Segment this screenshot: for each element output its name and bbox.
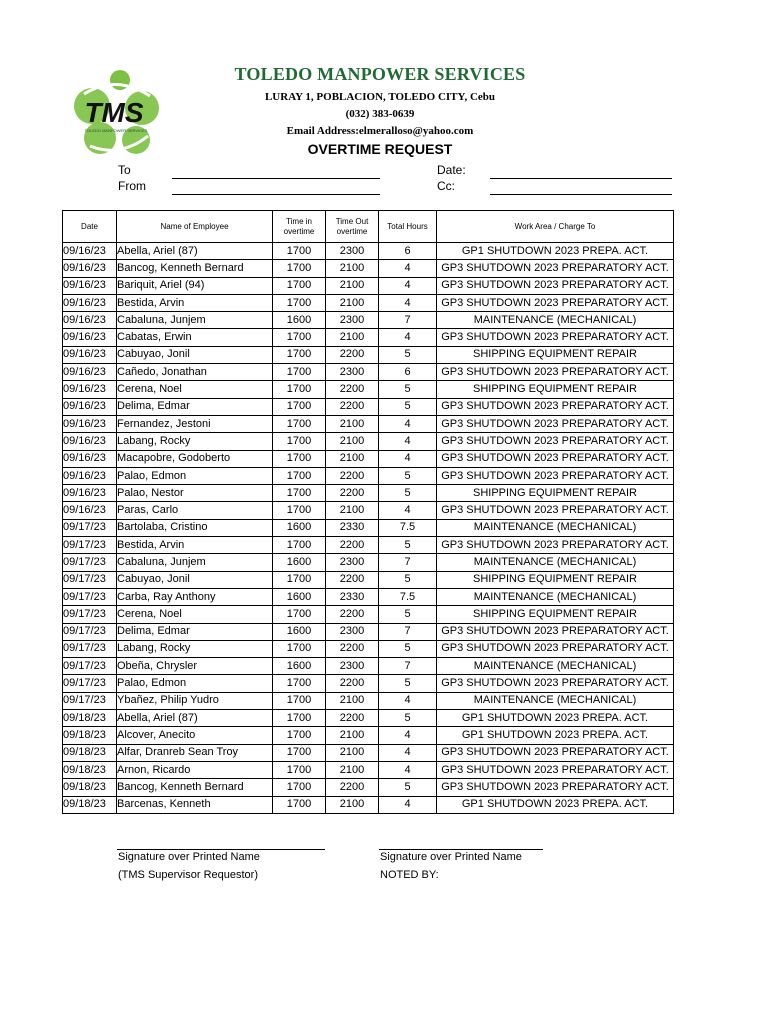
cell-time-in: 1600 bbox=[273, 588, 326, 605]
cell-total-hours: 5 bbox=[379, 485, 437, 502]
cell-work-area: GP3 SHUTDOWN 2023 PREPARATORY ACT. bbox=[437, 640, 674, 657]
cell-employee: Bartolaba, Cristino bbox=[117, 519, 273, 536]
cell-employee: Palao, Edmon bbox=[117, 467, 273, 484]
cell-employee: Labang, Rocky bbox=[117, 640, 273, 657]
cell-total-hours: 4 bbox=[379, 433, 437, 450]
cell-total-hours: 4 bbox=[379, 727, 437, 744]
cell-time-out: 2100 bbox=[326, 294, 379, 311]
cell-date: 09/17/23 bbox=[63, 571, 117, 588]
cell-total-hours: 7 bbox=[379, 623, 437, 640]
cell-time-out: 2100 bbox=[326, 744, 379, 761]
cell-work-area: GP3 SHUTDOWN 2023 PREPARATORY ACT. bbox=[437, 329, 674, 346]
cell-time-out: 2100 bbox=[326, 761, 379, 778]
signature-line-left bbox=[117, 849, 325, 850]
cell-work-area: GP1 SHUTDOWN 2023 PREPA. ACT. bbox=[437, 710, 674, 727]
table-row bbox=[63, 277, 674, 294]
table-row bbox=[63, 485, 674, 502]
cell-date: 09/16/23 bbox=[63, 294, 117, 311]
cell-work-area: GP3 SHUTDOWN 2023 PREPARATORY ACT. bbox=[437, 415, 674, 432]
document-title: OVERTIME REQUEST bbox=[307, 141, 453, 157]
table-row bbox=[63, 398, 674, 415]
cell-total-hours: 5 bbox=[379, 675, 437, 692]
table-row bbox=[63, 744, 674, 761]
cell-time-in: 1700 bbox=[273, 796, 326, 813]
cell-employee: Cabaluna, Junjem bbox=[117, 554, 273, 571]
cell-time-out: 2100 bbox=[326, 450, 379, 467]
cell-time-in: 1700 bbox=[273, 467, 326, 484]
table-row bbox=[63, 415, 674, 432]
table-row bbox=[63, 329, 674, 346]
cell-work-area: GP3 SHUTDOWN 2023 PREPARATORY ACT. bbox=[437, 467, 674, 484]
company-name: TOLEDO MANPOWER SERVICES bbox=[234, 64, 526, 84]
cell-work-area: MAINTENANCE (MECHANICAL) bbox=[437, 588, 674, 605]
cell-date: 09/16/23 bbox=[63, 243, 117, 260]
table-row bbox=[63, 710, 674, 727]
cell-time-out: 2200 bbox=[326, 606, 379, 623]
table-row bbox=[63, 312, 674, 329]
cell-date: 09/18/23 bbox=[63, 710, 117, 727]
cell-date: 09/17/23 bbox=[63, 640, 117, 657]
table-row bbox=[63, 796, 674, 813]
cell-time-in: 1600 bbox=[273, 623, 326, 640]
signature-right-sub: NOTED BY: bbox=[380, 869, 439, 881]
cell-work-area: SHIPPING EQUIPMENT REPAIR bbox=[437, 381, 674, 398]
table-row bbox=[63, 364, 674, 381]
cell-employee: Bestida, Arvin bbox=[117, 537, 273, 554]
header-time-out: Time Out overtime bbox=[326, 211, 379, 243]
cell-total-hours: 4 bbox=[379, 796, 437, 813]
table-row bbox=[63, 761, 674, 778]
cell-employee: Cabuyao, Jonil bbox=[117, 346, 273, 363]
cell-work-area: SHIPPING EQUIPMENT REPAIR bbox=[437, 485, 674, 502]
cell-total-hours: 5 bbox=[379, 346, 437, 363]
table-row bbox=[63, 623, 674, 640]
table-row bbox=[63, 675, 674, 692]
cell-total-hours: 5 bbox=[379, 381, 437, 398]
cell-work-area: GP3 SHUTDOWN 2023 PREPARATORY ACT. bbox=[437, 364, 674, 381]
date-line bbox=[490, 178, 672, 179]
cell-date: 09/16/23 bbox=[63, 433, 117, 450]
cell-time-out: 2200 bbox=[326, 571, 379, 588]
cell-date: 09/17/23 bbox=[63, 588, 117, 605]
cell-work-area: SHIPPING EQUIPMENT REPAIR bbox=[437, 346, 674, 363]
cell-employee: Cabatas, Erwin bbox=[117, 329, 273, 346]
cell-work-area: GP3 SHUTDOWN 2023 PREPARATORY ACT. bbox=[437, 623, 674, 640]
cell-time-in: 1700 bbox=[273, 692, 326, 709]
cell-date: 09/16/23 bbox=[63, 346, 117, 363]
cell-total-hours: 7.5 bbox=[379, 519, 437, 536]
table-row bbox=[63, 727, 674, 744]
cell-date: 09/16/23 bbox=[63, 450, 117, 467]
cell-work-area: GP3 SHUTDOWN 2023 PREPARATORY ACT. bbox=[437, 260, 674, 277]
cell-employee: Obeña, Chrysler bbox=[117, 658, 273, 675]
cell-time-in: 1700 bbox=[273, 346, 326, 363]
table-row bbox=[63, 537, 674, 554]
cell-total-hours: 6 bbox=[379, 364, 437, 381]
cell-work-area: MAINTENANCE (MECHANICAL) bbox=[437, 519, 674, 536]
cell-date: 09/17/23 bbox=[63, 692, 117, 709]
table-row bbox=[63, 294, 674, 311]
cell-time-out: 2100 bbox=[326, 329, 379, 346]
cell-date: 09/16/23 bbox=[63, 467, 117, 484]
cell-time-out: 2100 bbox=[326, 433, 379, 450]
cell-time-out: 2300 bbox=[326, 623, 379, 640]
cell-employee: Bestida, Arvin bbox=[117, 294, 273, 311]
cell-time-in: 1700 bbox=[273, 277, 326, 294]
cell-time-out: 2200 bbox=[326, 467, 379, 484]
cell-time-out: 2200 bbox=[326, 779, 379, 796]
header-date: Date bbox=[63, 211, 117, 243]
cell-total-hours: 5 bbox=[379, 640, 437, 657]
table-row bbox=[63, 658, 674, 675]
cell-employee: Delima, Edmar bbox=[117, 398, 273, 415]
cell-time-in: 1700 bbox=[273, 779, 326, 796]
cell-time-in: 1700 bbox=[273, 537, 326, 554]
company-email: Email Address:elmeralloso@yahoo.com bbox=[286, 125, 474, 137]
cell-time-out: 2200 bbox=[326, 710, 379, 727]
cell-time-out: 2200 bbox=[326, 346, 379, 363]
cell-time-out: 2200 bbox=[326, 537, 379, 554]
cell-time-in: 1700 bbox=[273, 744, 326, 761]
header-employee: Name of Employee bbox=[117, 211, 273, 243]
cell-time-in: 1700 bbox=[273, 675, 326, 692]
cell-total-hours: 4 bbox=[379, 502, 437, 519]
cell-employee: Alfar, Dranreb Sean Troy bbox=[117, 744, 273, 761]
cell-work-area: MAINTENANCE (MECHANICAL) bbox=[437, 658, 674, 675]
cell-total-hours: 4 bbox=[379, 329, 437, 346]
cell-work-area: GP1 SHUTDOWN 2023 PREPA. ACT. bbox=[437, 727, 674, 744]
table-row bbox=[63, 692, 674, 709]
cell-time-in: 1700 bbox=[273, 433, 326, 450]
cell-date: 09/16/23 bbox=[63, 485, 117, 502]
cell-date: 09/17/23 bbox=[63, 658, 117, 675]
table-row bbox=[63, 640, 674, 657]
cell-employee: Fernandez, Jestoni bbox=[117, 415, 273, 432]
signature-left-sub: (TMS Supervisor Requestor) bbox=[118, 869, 258, 881]
table-row bbox=[63, 433, 674, 450]
cell-time-out: 2100 bbox=[326, 415, 379, 432]
cell-total-hours: 4 bbox=[379, 277, 437, 294]
cell-work-area: SHIPPING EQUIPMENT REPAIR bbox=[437, 606, 674, 623]
cell-employee: Delima, Edmar bbox=[117, 623, 273, 640]
table-row bbox=[63, 554, 674, 571]
cell-time-in: 1700 bbox=[273, 260, 326, 277]
cell-total-hours: 5 bbox=[379, 398, 437, 415]
header-time-in: Time in overtime bbox=[273, 211, 326, 243]
cell-employee: Abella, Ariel (87) bbox=[117, 243, 273, 260]
cell-employee: Alcover, Anecito bbox=[117, 727, 273, 744]
cell-time-in: 1700 bbox=[273, 640, 326, 657]
cell-time-in: 1600 bbox=[273, 658, 326, 675]
cell-date: 09/17/23 bbox=[63, 519, 117, 536]
cell-work-area: GP3 SHUTDOWN 2023 PREPARATORY ACT. bbox=[437, 675, 674, 692]
cell-time-in: 1600 bbox=[273, 312, 326, 329]
cell-work-area: GP3 SHUTDOWN 2023 PREPARATORY ACT. bbox=[437, 761, 674, 778]
cell-work-area: MAINTENANCE (MECHANICAL) bbox=[437, 554, 674, 571]
cell-work-area: MAINTENANCE (MECHANICAL) bbox=[437, 312, 674, 329]
table-row bbox=[63, 779, 674, 796]
cell-time-in: 1700 bbox=[273, 398, 326, 415]
signature-right-label: Signature over Printed Name bbox=[380, 851, 522, 863]
cell-date: 09/16/23 bbox=[63, 415, 117, 432]
cell-total-hours: 7.5 bbox=[379, 588, 437, 605]
cell-time-in: 1700 bbox=[273, 294, 326, 311]
cell-time-out: 2200 bbox=[326, 675, 379, 692]
cell-time-in: 1700 bbox=[273, 710, 326, 727]
table-row bbox=[63, 346, 674, 363]
cell-total-hours: 5 bbox=[379, 467, 437, 484]
overtime-table bbox=[62, 210, 674, 814]
cell-date: 09/18/23 bbox=[63, 779, 117, 796]
cell-total-hours: 6 bbox=[379, 243, 437, 260]
cell-time-in: 1700 bbox=[273, 415, 326, 432]
cell-employee: Arnon, Ricardo bbox=[117, 761, 273, 778]
from-line bbox=[172, 194, 380, 195]
cell-total-hours: 7 bbox=[379, 658, 437, 675]
from-label: From bbox=[118, 179, 146, 193]
table-row bbox=[63, 381, 674, 398]
cell-time-out: 2200 bbox=[326, 381, 379, 398]
cell-employee: Paras, Carlo bbox=[117, 502, 273, 519]
cell-total-hours: 4 bbox=[379, 744, 437, 761]
cell-time-in: 1600 bbox=[273, 519, 326, 536]
cell-employee: Bancog, Kenneth Bernard bbox=[117, 260, 273, 277]
to-label: To bbox=[118, 163, 131, 177]
cell-time-out: 2100 bbox=[326, 692, 379, 709]
cell-time-in: 1700 bbox=[273, 761, 326, 778]
cell-time-out: 2200 bbox=[326, 398, 379, 415]
cell-date: 09/17/23 bbox=[63, 537, 117, 554]
signature-left-label: Signature over Printed Name bbox=[118, 851, 260, 863]
cell-total-hours: 5 bbox=[379, 606, 437, 623]
cell-total-hours: 4 bbox=[379, 415, 437, 432]
cell-work-area: GP3 SHUTDOWN 2023 PREPARATORY ACT. bbox=[437, 744, 674, 761]
header-total-hours: Total Hours bbox=[379, 211, 437, 243]
cell-date: 09/16/23 bbox=[63, 329, 117, 346]
cell-total-hours: 4 bbox=[379, 761, 437, 778]
cell-work-area: GP3 SHUTDOWN 2023 PREPARATORY ACT. bbox=[437, 277, 674, 294]
cell-total-hours: 7 bbox=[379, 312, 437, 329]
cell-time-out: 2300 bbox=[326, 658, 379, 675]
table-header-row bbox=[63, 211, 674, 243]
cell-date: 09/16/23 bbox=[63, 398, 117, 415]
cell-date: 09/18/23 bbox=[63, 727, 117, 744]
cell-time-out: 2330 bbox=[326, 588, 379, 605]
cell-employee: Cabaluna, Junjem bbox=[117, 312, 273, 329]
cell-time-out: 2300 bbox=[326, 364, 379, 381]
cell-time-in: 1700 bbox=[273, 727, 326, 744]
cc-label: Cc: bbox=[437, 179, 455, 193]
cell-date: 09/16/23 bbox=[63, 502, 117, 519]
cell-work-area: SHIPPING EQUIPMENT REPAIR bbox=[437, 571, 674, 588]
cell-total-hours: 4 bbox=[379, 260, 437, 277]
cell-work-area: MAINTENANCE (MECHANICAL) bbox=[437, 692, 674, 709]
cell-time-out: 2300 bbox=[326, 554, 379, 571]
cell-total-hours: 7 bbox=[379, 554, 437, 571]
cell-date: 09/17/23 bbox=[63, 554, 117, 571]
cell-time-in: 1600 bbox=[273, 554, 326, 571]
cell-time-out: 2100 bbox=[326, 796, 379, 813]
company-address: LURAY 1, POBLACION, TOLEDO CITY, Cebu bbox=[264, 91, 496, 103]
cell-employee: Ybañez, Philip Yudro bbox=[117, 692, 273, 709]
cell-time-in: 1700 bbox=[273, 243, 326, 260]
header-work-area: Work Area / Charge To bbox=[437, 211, 674, 243]
cell-time-out: 2200 bbox=[326, 485, 379, 502]
table-row bbox=[63, 260, 674, 277]
to-line bbox=[172, 178, 380, 179]
cell-employee: Cabuyao, Jonil bbox=[117, 571, 273, 588]
cell-work-area: GP3 SHUTDOWN 2023 PREPARATORY ACT. bbox=[437, 779, 674, 796]
cell-time-out: 2100 bbox=[326, 260, 379, 277]
logo-subtext: TOLEDO MANPOWER SERVICES bbox=[84, 128, 148, 133]
cell-date: 09/17/23 bbox=[63, 623, 117, 640]
table-body bbox=[63, 243, 674, 814]
cell-date: 09/16/23 bbox=[63, 381, 117, 398]
cell-time-out: 2100 bbox=[326, 277, 379, 294]
cell-total-hours: 4 bbox=[379, 294, 437, 311]
cell-work-area: GP1 SHUTDOWN 2023 PREPA. ACT. bbox=[437, 243, 674, 260]
cell-time-out: 2300 bbox=[326, 243, 379, 260]
cell-employee: Cerena, Noel bbox=[117, 606, 273, 623]
cell-employee: Labang, Rocky bbox=[117, 433, 273, 450]
cell-date: 09/18/23 bbox=[63, 761, 117, 778]
cell-date: 09/16/23 bbox=[63, 260, 117, 277]
cell-time-in: 1700 bbox=[273, 381, 326, 398]
cell-employee: Barcenas, Kenneth bbox=[117, 796, 273, 813]
cell-time-out: 2100 bbox=[326, 502, 379, 519]
cell-employee: Bancog, Kenneth Bernard bbox=[117, 779, 273, 796]
cell-total-hours: 5 bbox=[379, 537, 437, 554]
cell-work-area: GP3 SHUTDOWN 2023 PREPARATORY ACT. bbox=[437, 450, 674, 467]
table-row bbox=[63, 243, 674, 260]
logo-text: TMS bbox=[84, 97, 144, 128]
cell-time-in: 1700 bbox=[273, 485, 326, 502]
cell-total-hours: 5 bbox=[379, 571, 437, 588]
signature-line-right bbox=[379, 849, 543, 850]
cell-time-in: 1700 bbox=[273, 450, 326, 467]
cell-time-out: 2200 bbox=[326, 640, 379, 657]
cell-employee: Macapobre, Godoberto bbox=[117, 450, 273, 467]
table-row bbox=[63, 450, 674, 467]
table-row bbox=[63, 502, 674, 519]
cell-work-area: GP3 SHUTDOWN 2023 PREPARATORY ACT. bbox=[437, 433, 674, 450]
date-label: Date: bbox=[437, 163, 466, 177]
cell-time-out: 2330 bbox=[326, 519, 379, 536]
cell-total-hours: 4 bbox=[379, 450, 437, 467]
cell-time-out: 2100 bbox=[326, 727, 379, 744]
cell-employee: Cerena, Noel bbox=[117, 381, 273, 398]
cell-work-area: GP3 SHUTDOWN 2023 PREPARATORY ACT. bbox=[437, 537, 674, 554]
cell-employee: Bariquit, Ariel (94) bbox=[117, 277, 273, 294]
company-phone: (032) 383-0639 bbox=[345, 108, 415, 120]
cell-total-hours: 4 bbox=[379, 692, 437, 709]
cell-employee: Cañedo, Jonathan bbox=[117, 364, 273, 381]
cell-date: 09/17/23 bbox=[63, 606, 117, 623]
cell-employee: Carba, Ray Anthony bbox=[117, 588, 273, 605]
table-row bbox=[63, 588, 674, 605]
cell-total-hours: 5 bbox=[379, 779, 437, 796]
table-row bbox=[63, 519, 674, 536]
table-row bbox=[63, 467, 674, 484]
cell-work-area: GP3 SHUTDOWN 2023 PREPARATORY ACT. bbox=[437, 502, 674, 519]
cell-time-in: 1700 bbox=[273, 502, 326, 519]
table-row bbox=[63, 606, 674, 623]
cell-employee: Palao, Edmon bbox=[117, 675, 273, 692]
cell-time-out: 2300 bbox=[326, 312, 379, 329]
cell-date: 09/16/23 bbox=[63, 312, 117, 329]
cell-time-in: 1700 bbox=[273, 364, 326, 381]
cell-date: 09/18/23 bbox=[63, 744, 117, 761]
table-row bbox=[63, 571, 674, 588]
cell-total-hours: 5 bbox=[379, 710, 437, 727]
cell-work-area: GP3 SHUTDOWN 2023 PREPARATORY ACT. bbox=[437, 398, 674, 415]
cc-line bbox=[490, 194, 672, 195]
cell-employee: Abella, Ariel (87) bbox=[117, 710, 273, 727]
cell-time-in: 1700 bbox=[273, 329, 326, 346]
cell-date: 09/16/23 bbox=[63, 364, 117, 381]
cell-work-area: GP3 SHUTDOWN 2023 PREPARATORY ACT. bbox=[437, 294, 674, 311]
cell-work-area: GP1 SHUTDOWN 2023 PREPA. ACT. bbox=[437, 796, 674, 813]
cell-date: 09/17/23 bbox=[63, 675, 117, 692]
cell-time-in: 1700 bbox=[273, 571, 326, 588]
cell-employee: Palao, Nestor bbox=[117, 485, 273, 502]
cell-time-in: 1700 bbox=[273, 606, 326, 623]
cell-date: 09/16/23 bbox=[63, 277, 117, 294]
cell-date: 09/18/23 bbox=[63, 796, 117, 813]
